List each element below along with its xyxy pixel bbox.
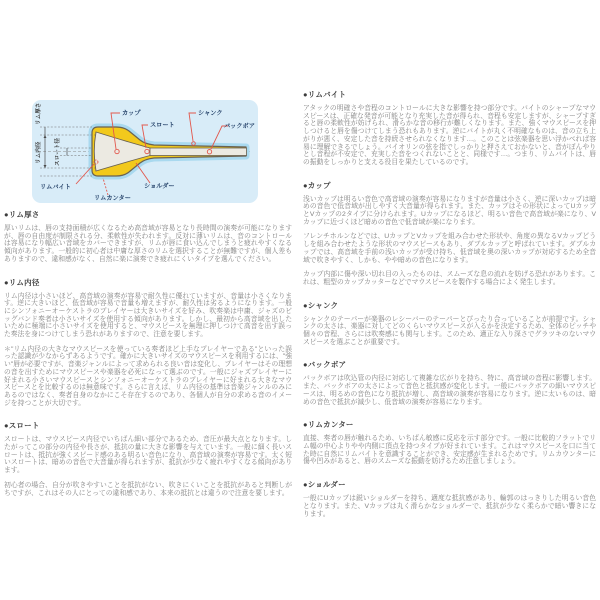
section-paragraph: 一般にUカップは鋭いショルダーを持ち、適度な抵抗感があり、輪郭のはっきりした明るい音色となります。また、Vカップは丸く滑らかなショルダーで、抵抗が少なく柔らかで暗い響きになります。 [303,495,596,518]
label-rim-contour: リムカンター [94,195,131,202]
right-column [303,89,596,531]
section-paragraph: シャンクのテーパーが楽器のレシーバーのテーパーとぴったり合っていることが前提です。シャンクの太さは、楽器に対してどのくらいマウスピースが入るかを決定するため、全体のピッチや個々の音程、さらには吹奏感にも関与します。このため、適正な入り深さでグラツキのないマウスピースを選ぶことが重要です。 [303,315,596,346]
section-throat [4,420,292,497]
section-paragraph: 直接、奏者の唇が触れるため、いちばん敏感に反応を示す部分です。一般に比較的フラットでリム幅の中心よりやや内側に頂点を持つタイプが好まれています。これはマウスピースを口に当てた時に自然にリムバイトを意識することができ、安定感が生まれるためです。リムカウンターに傷や凹みがあると、唇のスムーズな振動を妨げるため注意しましょう。 [303,435,596,466]
left-column [4,209,292,510]
section-heading: ●リム厚さ [4,210,40,219]
label-shoulder: ショルダー [144,183,175,190]
section-shank [303,300,596,347]
section-heading: ●ショルダー [303,480,346,490]
section-rim-thickness [4,209,292,264]
mouthpiece-diagram-panel [32,100,258,203]
mouthpiece-cross-section [32,100,258,203]
section-paragraph: フレンチホルンなどでは、UカップとVカップを組み合わせた形状や、角度の異なるVカップどうしを組み合わせたような形状のマウスピースもあり、ダブルカップと呼ばれています。ダブルカップでは、高音域を手前の浅いカップが受け持ち、低音域を奥の深いカップが対応するため全音域で吹きやすく、しかも、やや暗めの音色になります。 [303,233,596,264]
section-backbore [303,359,596,406]
section-heading: ●リムカンター [303,420,354,430]
label-shank: シャンク [198,110,223,117]
section-heading: ●リム内径 [4,277,40,287]
section-paragraph: 厚いリムは、唇の支持面積が広くなるため高音域が容易となり長時間の演奏が可能になりますが、唇の自由度が制限される分、柔軟性が失われます。反対に薄いリムは、音のコントロールは容易になり幅広い音域をカバーできますが、リムが唇に食い込んでしまうと疲れやすくなる傾向があります。一般的に初心者は中庸な厚さのリムを選択することが無難ですが、個人差もありますので、違和感がなく、自然に楽に演奏でき疲れにくいタイプを選んでください。 [4,225,292,263]
bore-channel [150,148,247,156]
section-heading: ●バックボア [303,360,347,370]
section-rim-inner-diameter [4,277,292,408]
section-paragraph: リム内径は小さいほど、高音域の演奏が容易で耐久性に優れていますが、音量は小さくなります。逆に大きいほど、低音域が容易で音量も増えますが、耐久性は劣るようになります。一般にシンフォニーオーケストラのプレイヤーは大きいサイズを好み、吹奏楽は中庸、ジャズのビッグバンド奏者は小さいサイズを使用する傾向があります。しかし、最初から高音域を出したいために極端に小さいサイズを使用すると、マウスピースを無理に押しつけて高音を出す誤った奏法を身につけてしまう恐れがありますので、注意を要します。 [4,292,292,339]
section-rim-contour [303,419,596,466]
section-paragraph: ＊"リム内径の大きなマウスピースを使っている奏者ほど上手なプレイヤーである"といった誤った認識が少なからずあるようです。確かに大きいサイズのマウスピースを利用するには、"強い"唇が必要ですが、音楽ジャンルによって求められる良い音は変化し、プレイヤーはその理想の音を出すためにマウスピースや楽器を必死になって選ぶのです。一般にジャズプレイヤーに好まれる小さいマウスピースとシンフォニーオーケストラのプレイヤーに好まれる大きなマウスピースとを比較するのは無意味です。さらに言えば、リム内径の基準は音楽ジャンルのみにあるのではなく、奏者自身のなかにこそ存在するのであり、各個人が自分の求める音のイメージを持つことが大切です。 [4,345,292,407]
label-rim-thickness: リム厚さ [36,102,42,125]
section-heading: ●シャンク [303,300,339,310]
section-cup [303,180,596,287]
section-rim-bite [303,89,596,167]
label-throat-diameter: スロート径 [55,138,61,166]
label-rim-bite: リムバイト [40,184,71,191]
section-heading: ●スロート [4,421,40,431]
section-heading: ●リムバイト [303,90,347,99]
label-backbore: バックボア [224,123,255,130]
section-paragraph: アタックの明確さや音程のコントロールに大きな影響を持つ部分です。バイトのシャープなマウスピースは、正確な発音が可能となり充実した音が得られ、音程も安定しますが、シャープすぎると唇の柔軟性が妨げられ、滑らかな音の移行が難しくなります。また、強くマウスピースを押しつけると唇を傷つけてしまう恐れもあります。逆にバイトが丸く不明確なものは、音の立ち上がりが悪く、安定した音を持続させられなくなります…。このことは弦楽器を思い浮かべれば容易に理解できるでしょう。バイオリンの弦を指でしっかりと押さえておかないと、音がぼんやりとし音程が不安定で、充実した音をつくれないことと、同様です…。つまり、リムバイトは、唇の振動をしっかりと支える役目を果たしているのです。 [303,105,596,166]
section-paragraph: 浅いカップは明るい音色で高音域の演奏が容易になりますが音量は小さく、逆に深いカップは暗めの音色で低音域が出しやすく大音量が得られます。また、カップはその形状によってUカップとVカップの2タイプに分けられます。Uカップになるほど、明るい音色で高音域が楽になり、Vカップに近づくほど暗めの音色で低音域が楽になります。 [303,195,596,226]
label-cup: カップ [122,110,141,117]
section-paragraph: 初心者の場合、自分が吹きやすいことを抵抗がない、吹きにくいことを抵抗があると判断しがちですが、これはその人にとっての違和感であり、本来の抵抗とは違うので注意を要します。 [4,481,292,497]
section-paragraph: スロートは、マウスピース内径でいちばん細い部分であるため、音圧が最大点となります。したがってこの部分の内径や長さが、抵抗の量に大きな影響を与えています。一般に細く長いスロートは、抵抗が強くスピード感のある明るい音色になり、高音域の演奏が容易です。太く短いスロートは、暗めの音色で大音量が得られますが、抵抗が少なく疲れやすくなる傾向があります。 [4,436,292,475]
label-rim-inner-diameter: リム内径 [36,141,42,164]
section-paragraph: バックボアは吹込管の内径に対応して複雑な広がりを持ち、特に、高音域の音程に影響します。また、バックボアの太さによって音色と抵抗感が変化します。一般にバックボアの細いマウスピースは、明るめの音色になり抵抗が増し、高音域の演奏が容易になります。逆に太いものは、暗めの音色で抵抗が減少し、低音域の演奏が容易になります。 [303,375,596,406]
section-paragraph: カップ内部に傷や深い切れ目の入ったものは、スムーズな息の流れを妨げる恐れがあります。これは、粗型のカップカッターなどでマウスピースを製作する場合によく発生します。 [303,271,596,286]
label-throat: スロート [150,122,175,129]
section-shoulder [303,479,596,518]
section-heading: ●カップ [303,180,331,190]
